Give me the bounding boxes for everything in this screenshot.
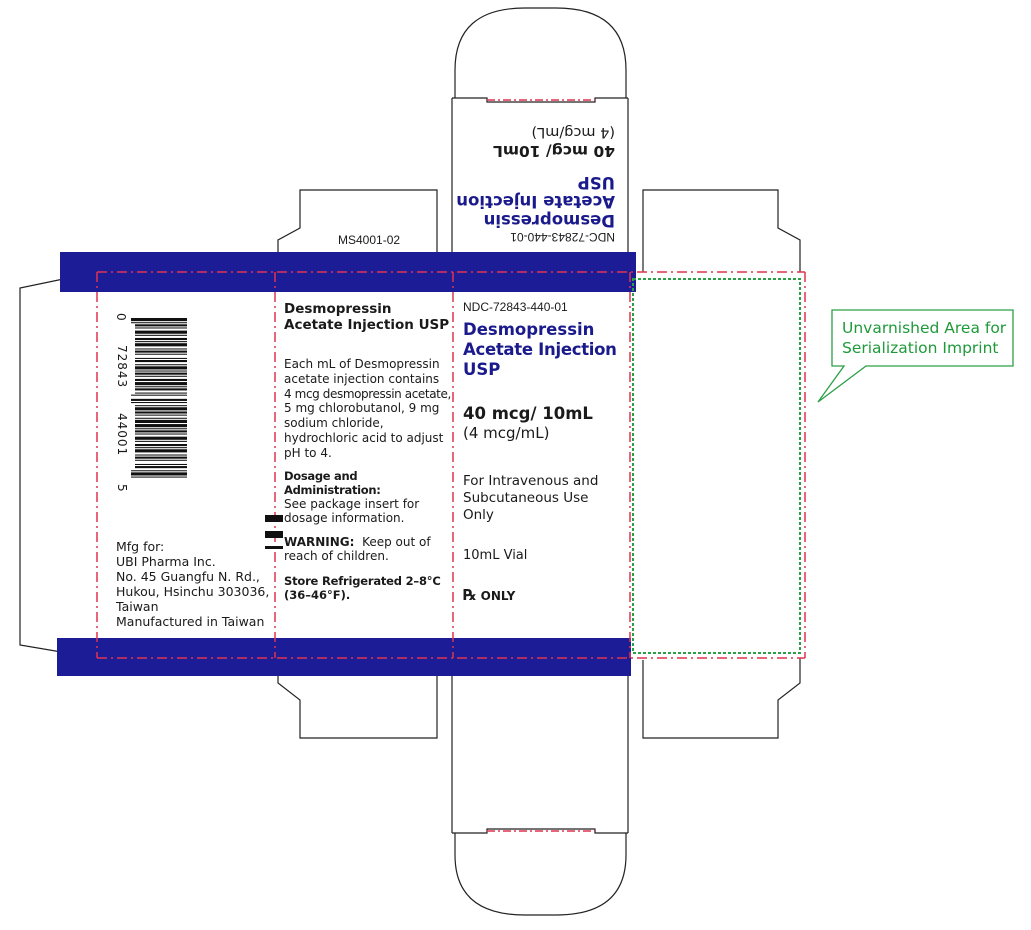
barcode-bar	[135, 376, 187, 377]
top-flap-title-3: USP	[577, 173, 615, 192]
barcode-bar	[131, 399, 187, 401]
barcode-bar	[135, 364, 187, 365]
barcode-digits-mid1: 72843	[115, 345, 129, 389]
warning-mark-1	[265, 515, 283, 522]
mfg-line-4: Hukou, Hsinchu 303036,	[116, 584, 270, 599]
front-strength: 40 mcg/ 10mL	[463, 404, 593, 423]
composition	[284, 357, 452, 461]
front-panel	[463, 300, 628, 604]
manufacturer-block	[116, 539, 276, 629]
storage-line-2: (36–46°F).	[284, 587, 351, 602]
barcode-bar	[135, 424, 187, 427]
barcode-bar	[135, 457, 187, 459]
barcode-bar	[135, 405, 187, 406]
top-flap-title-1: Desmopressin	[483, 211, 615, 230]
callout-line-1: Unvarnished Area for	[842, 319, 1007, 337]
barcode-bar	[135, 430, 187, 432]
barcode	[131, 316, 187, 480]
barcode-bar	[135, 441, 187, 442]
composition-line-1: Each mL of Desmopressin	[284, 357, 440, 371]
barcode-bar	[131, 322, 187, 323]
barcode-bar	[135, 437, 187, 440]
composition-line-3: 4 mcg desmopressin acetate,	[284, 386, 451, 401]
warning-line-1	[284, 535, 452, 550]
barcode-bar	[135, 386, 187, 387]
barcode-bar	[135, 341, 187, 342]
front-route-3: Only	[463, 507, 494, 523]
rx-symbol: ℞	[463, 586, 477, 604]
composition-line-7: pH to 4.	[284, 445, 332, 460]
barcode-bar	[135, 415, 187, 416]
barcode-bar	[135, 379, 187, 381]
warning-heading: WARNING:	[284, 534, 355, 549]
barcode-bar	[135, 354, 187, 355]
warning-block	[284, 535, 452, 564]
barcode-bar	[135, 460, 187, 461]
glue-flap	[20, 272, 97, 658]
top-flap-strength: 40 mcg/ 10mL	[492, 142, 615, 160]
front-volume: 10mL Vial	[463, 548, 528, 563]
top-flap-content	[455, 106, 623, 246]
barcode-bar	[135, 360, 187, 362]
bottom-tuck-flap	[455, 833, 626, 915]
dust-flap-bottom-right	[643, 658, 800, 738]
barcode-bar	[135, 393, 187, 394]
barcode-bar	[135, 447, 187, 448]
warning-mark-2	[265, 531, 283, 538]
dosage-line-1: See package insert for	[284, 496, 420, 511]
composition-line-6: hydrochloric acid to adjust	[284, 430, 444, 445]
top-flap-title-2: Acetate Injection	[456, 192, 615, 211]
composition-line-5: sodium chloride,	[284, 416, 384, 431]
barcode-bar	[135, 464, 187, 465]
barcode-bar	[135, 373, 187, 375]
storage-line-1: Store Refrigerated 2–8°C	[284, 573, 441, 588]
barcode-digits-mid2: 44001	[115, 413, 129, 457]
side-panel	[284, 301, 452, 602]
side-title-1: Desmopressin	[284, 301, 392, 317]
barcode-bar	[135, 420, 187, 423]
barcode-bar	[135, 411, 187, 413]
barcode-bar	[131, 470, 187, 471]
barcode-bar	[135, 434, 187, 435]
bottom-navy-band	[57, 638, 631, 676]
barcode-bar	[135, 338, 187, 340]
barcode-bar	[131, 402, 187, 403]
warning-text-2: reach of children.	[284, 549, 389, 564]
front-ndc: NDC-72843-440-01	[463, 300, 568, 314]
callout-line-2: Serialization Imprint	[842, 339, 999, 357]
top-flap-ndc: NDC-72843-440-01	[510, 230, 615, 244]
dust-flap-top-right	[643, 190, 800, 272]
barcode-bar	[131, 477, 187, 478]
serialization-callout-text	[842, 318, 1006, 358]
barcode-bar	[131, 472, 187, 475]
front-route-2: Subcutaneous Use	[463, 490, 589, 506]
barcode-bar	[135, 444, 187, 446]
front-route-1: For Intravenous and	[463, 473, 599, 489]
barcode-bar	[135, 331, 187, 334]
barcode-bar	[135, 324, 187, 326]
barcode-digits-bottom: 5	[115, 484, 129, 492]
barcode-bar	[135, 358, 187, 359]
product-code: MS4001-02	[338, 233, 401, 247]
front-concentration: (4 mcg/mL)	[463, 424, 550, 442]
barcode-bar	[135, 466, 187, 468]
dosage-heading: Dosage and Administration:	[284, 468, 381, 497]
barcode-bar	[135, 388, 187, 390]
rx-only	[463, 587, 628, 604]
barcode-bar	[135, 335, 187, 336]
mfg-line-2: UBI Pharma Inc.	[116, 554, 216, 569]
side-title-2: Acetate Injection USP	[284, 317, 450, 333]
barcode-bar	[135, 371, 187, 372]
barcode-bar	[135, 327, 187, 328]
barcode-bar	[135, 343, 187, 346]
barcode-bar	[131, 395, 187, 396]
front-title-3: USP	[463, 360, 501, 379]
top-tuck-flap	[455, 8, 626, 98]
composition-line-2: acetate injection contains	[284, 371, 440, 386]
barcode-bar	[135, 348, 187, 349]
barcode-digits-top: 0	[114, 313, 128, 321]
top-flap-concentration: (4 mcg/mL)	[531, 124, 615, 140]
mfg-line-6: Manufactured in Taiwan	[116, 614, 265, 629]
barcode-bar	[135, 351, 187, 353]
warning-text-1: Keep out of	[362, 534, 431, 549]
mfg-line-1: Mfg for:	[116, 539, 165, 554]
bottom-flap-panel	[452, 660, 628, 833]
barcode-bar	[135, 366, 187, 369]
rx-only-text: ONLY	[480, 589, 516, 603]
barcode-bar	[135, 428, 187, 429]
composition-line-4: 5 mg chlorobutanol, 9 mg	[284, 401, 440, 416]
barcode-bar	[135, 455, 187, 456]
barcode-bar	[135, 449, 187, 452]
barcode-bar	[135, 382, 187, 385]
front-title-1: Desmopressin	[463, 320, 595, 339]
barcode-bar	[135, 418, 187, 419]
mfg-line-3: No. 45 Guangfu N. Rd.,	[116, 569, 260, 584]
mfg-line-5: Taiwan	[116, 599, 159, 614]
barcode-bar	[135, 407, 187, 410]
dosage-line-2: dosage information.	[284, 511, 405, 526]
front-title-2: Acetate Injection	[463, 340, 617, 359]
barcode-bar	[131, 318, 187, 321]
serialization-area	[633, 279, 800, 653]
